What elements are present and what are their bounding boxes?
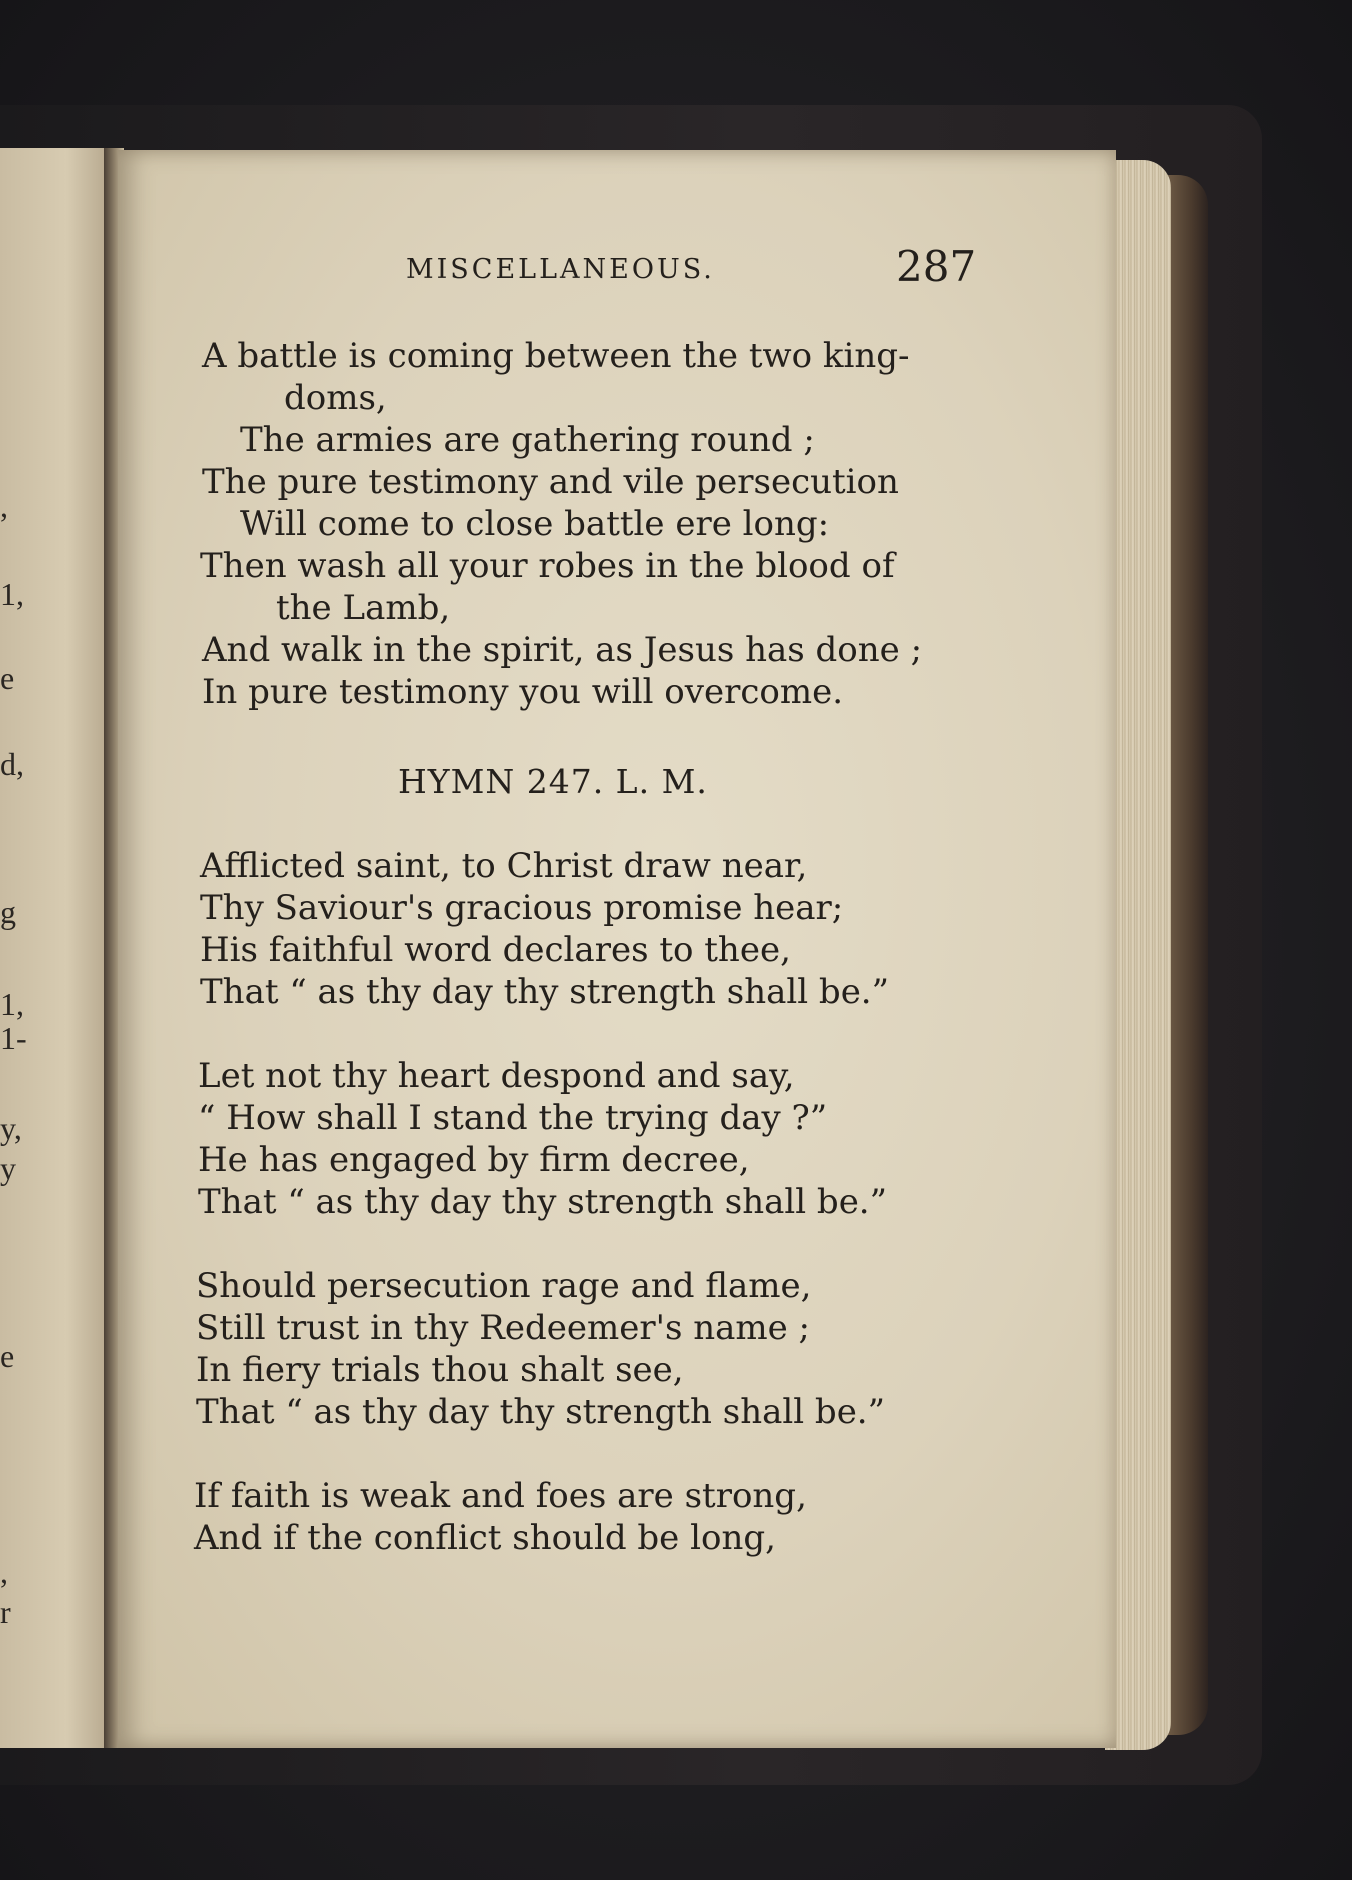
verse-line: The pure testimony and vile persecution [202, 462, 899, 502]
verse-line: And if the conflict should be long, [194, 1518, 776, 1558]
left-page-fragment: 1- [0, 1020, 27, 1056]
verse-line: If faith is weak and foes are strong, [194, 1476, 807, 1516]
verse-line: His faithful word declares to thee, [200, 930, 791, 970]
left-page-fragment: e [0, 660, 15, 696]
left-page-fragment: g [0, 894, 16, 930]
verse-line: That “ as thy day thy strength shall be.” [200, 972, 889, 1012]
verse-line: doms, [284, 378, 387, 418]
left-page-fragment: r [0, 1594, 11, 1630]
hymn-title: HYMN 247. L. M. [398, 762, 708, 801]
cover-edge [1168, 175, 1208, 1735]
verse-line: Thy Saviour's gracious promise hear; [200, 888, 844, 928]
left-page-fragment: d, [0, 746, 24, 782]
left-page-fragment: y, [0, 1110, 22, 1146]
verse-line: Afflicted saint, to Christ draw near, [200, 846, 808, 886]
right-page [118, 150, 1116, 1748]
verse-line: In fiery trials thou shalt see, [196, 1350, 684, 1390]
left-page-fragment: e [0, 1338, 15, 1374]
left-page-fragment: 1, [0, 986, 24, 1022]
left-page [0, 148, 110, 1748]
running-head: MISCELLANEOUS. [406, 254, 715, 285]
verse-line: He has engaged by firm decree, [198, 1140, 750, 1180]
verse-line: The armies are gathering round ; [240, 420, 815, 460]
verse-line: “ How shall I stand the trying day ?” [198, 1098, 828, 1138]
left-page-fragment: , [0, 488, 8, 524]
verse-line: That “ as thy day thy strength shall be.” [198, 1182, 887, 1222]
left-page-fragment: , [0, 1554, 8, 1590]
verse-line: Should persecution rage and flame, [196, 1266, 812, 1306]
verse-line: Let not thy heart despond and say, [198, 1056, 795, 1096]
verse-line: That “ as thy day thy strength shall be.” [196, 1392, 885, 1432]
verse-line: And walk in the spirit, as Jesus has done ; [202, 630, 923, 670]
verse-line: A battle is coming between the two king- [202, 336, 910, 376]
verse-line: the Lamb, [276, 588, 451, 628]
left-page-fragment: 1, [0, 576, 24, 612]
verse-line: Will come to close battle ere long: [240, 504, 830, 544]
verse-line: Then wash all your robes in the blood of [200, 546, 895, 586]
left-page-fragment: y [0, 1150, 16, 1186]
verse-line: Still trust in thy Redeemer's name ; [196, 1308, 811, 1348]
verse-line: In pure testimony you will overcome. [202, 672, 844, 712]
page-number: 287 [896, 242, 977, 291]
